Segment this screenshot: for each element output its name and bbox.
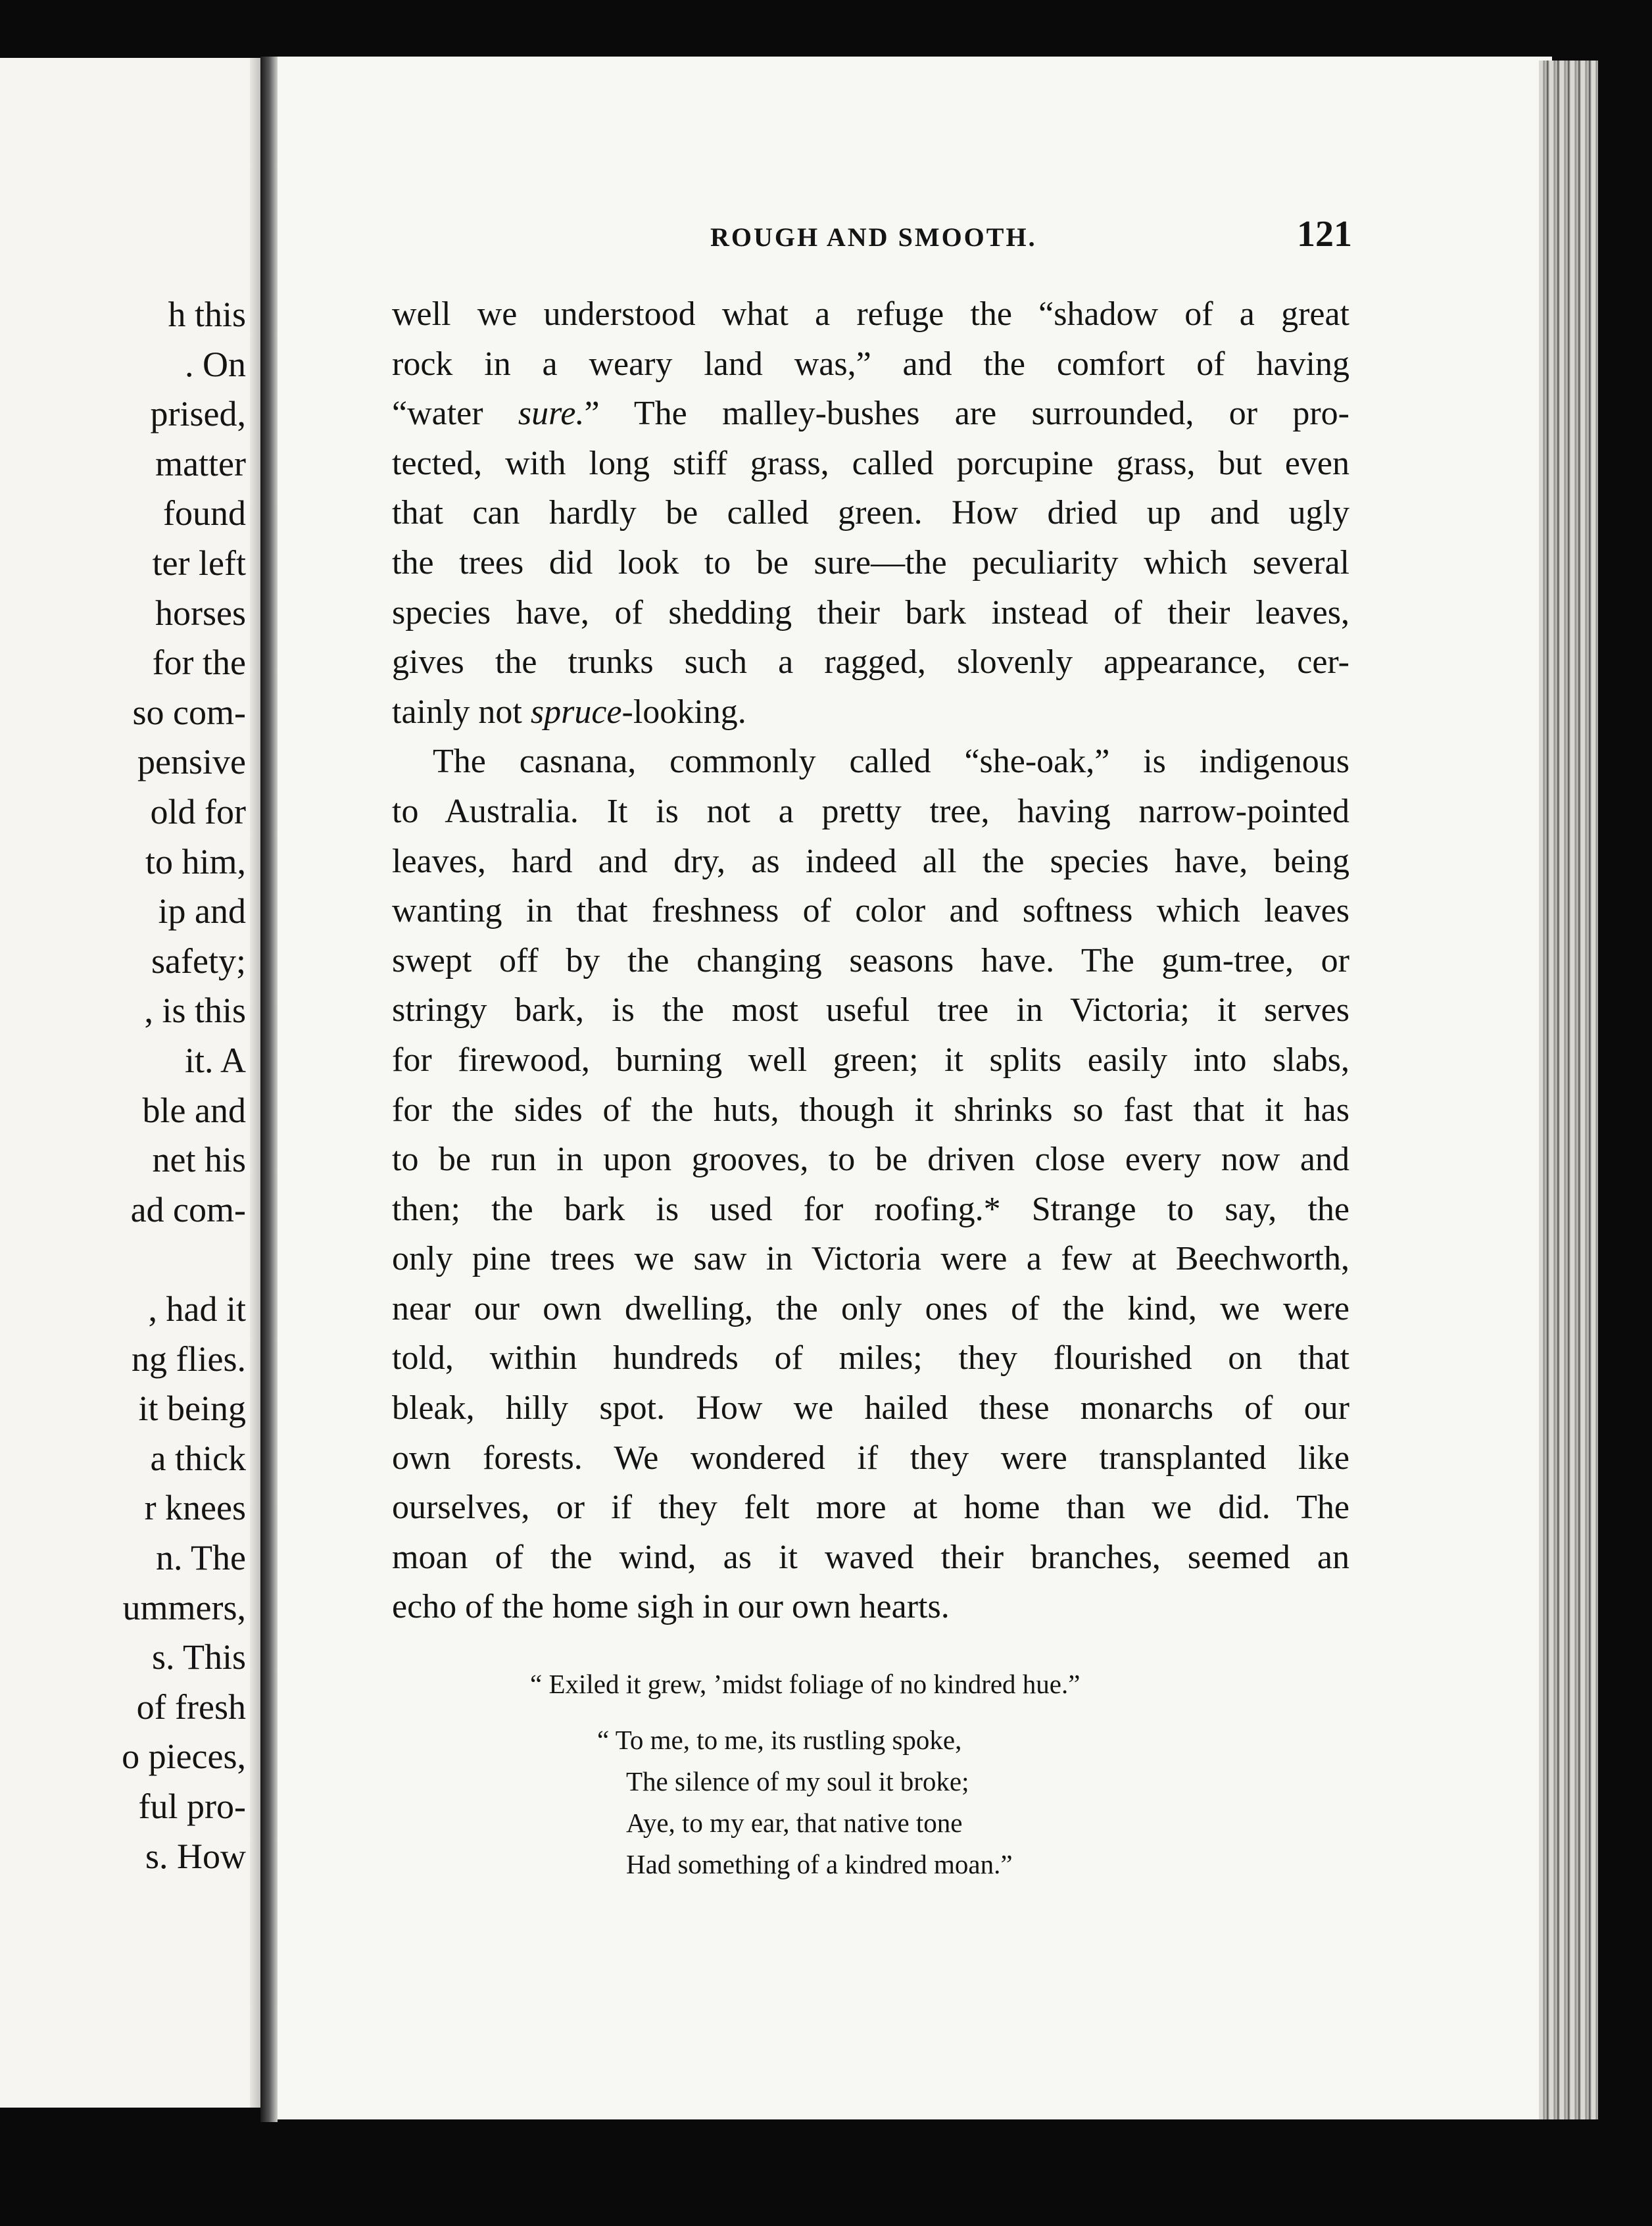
running-head: ROUGH AND SMOOTH. xyxy=(710,222,1037,252)
text-fragment: “water xyxy=(392,395,518,433)
text-line: moan of the wind, as it waved their branches, seemed an xyxy=(392,1538,1349,1576)
text-line: stringy bark, is the most useful tree in Victoria; it serves xyxy=(392,991,1349,1029)
text-line: wanting in that freshness of color and softness which leaves xyxy=(392,892,1349,930)
previous-page-line: pensive xyxy=(137,742,246,782)
text-line: swept off by the changing seasons have. The gum-tree, or xyxy=(392,941,1349,979)
previous-page-line: so com- xyxy=(132,692,246,732)
text-line: tected, with long stiff grass, called porcupine grass, but even xyxy=(392,444,1349,482)
text-line: for firewood, burning well green; it splits easily into slabs, xyxy=(392,1041,1349,1079)
italic-word: sure. xyxy=(518,395,585,433)
text-line: echo of the home sigh in our own hearts. xyxy=(392,1588,950,1626)
previous-page-fragment xyxy=(0,58,276,2108)
previous-page-line: of fresh xyxy=(136,1687,246,1727)
text-line: to Australia. It is not a pretty tree, having narrow-pointed xyxy=(392,792,1349,830)
body-text xyxy=(392,289,1349,1632)
verse-stanza xyxy=(597,1719,1013,1885)
text-line: to be run in upon grooves, to be driven close every now and xyxy=(392,1141,1349,1179)
text-line: gives the trunks such a ragged, slovenly appearance, cer- xyxy=(392,643,1349,681)
verse-line: Had something of a kindred moan.” xyxy=(626,1849,1013,1879)
previous-page-line: old for xyxy=(150,792,246,831)
text-line: near our own dwelling, the only ones of the kind, we were xyxy=(392,1289,1349,1327)
previous-page-line: h this xyxy=(168,295,246,334)
previous-page-line: s. How xyxy=(145,1836,246,1876)
previous-page-line: ad com- xyxy=(130,1189,246,1229)
text-line: only pine trees we saw in Victoria were a few at Beechworth, xyxy=(392,1240,1349,1278)
previous-page-line: s. This xyxy=(151,1637,246,1677)
text-line: bleak, hilly spot. How we hailed these monarchs of our xyxy=(392,1389,1349,1427)
book-binding-edge xyxy=(260,57,278,2122)
previous-page-line: matter xyxy=(155,443,246,483)
verse-epigraph: “ Exiled it grew, ’midst foliage of no kindred hue.” xyxy=(530,1669,1081,1699)
previous-page-line: , is this xyxy=(144,991,246,1031)
previous-page-line: to him, xyxy=(145,841,246,881)
previous-page-line: . On xyxy=(185,344,246,384)
text-line: told, within hundreds of miles; they flourished on that xyxy=(392,1339,1349,1377)
previous-page-line: ip and xyxy=(158,891,246,931)
previous-page-line: , had it xyxy=(148,1289,246,1329)
text-line: own forests. We wondered if they were transplanted like xyxy=(392,1439,1349,1477)
text-line: that can hardly be called green. How dried up and ugly xyxy=(392,494,1349,532)
text-line: then; the bark is used for roofing.* Strange to say, the xyxy=(392,1190,1349,1228)
previous-page-line: prised, xyxy=(150,394,246,434)
verse-line: Aye, to my ear, that native tone xyxy=(626,1808,963,1838)
text-line: the trees did look to be sure—the peculiarity which several xyxy=(392,543,1349,581)
text-line: species have, of shedding their bark instead of their leaves, xyxy=(392,593,1349,631)
previous-page-line: o pieces, xyxy=(122,1737,246,1777)
text-line: for the sides of the huts, though it shrinks so fast that it has xyxy=(392,1091,1349,1129)
previous-page-line: ummers, xyxy=(122,1587,246,1627)
previous-page-line: net his xyxy=(152,1140,246,1180)
previous-page-line: it being xyxy=(138,1389,246,1429)
verse-line: “ To me, to me, its rustling spoke, xyxy=(597,1725,962,1755)
previous-page-line: horses xyxy=(155,593,246,633)
text-line xyxy=(392,389,1349,439)
text-fragment: -looking. xyxy=(621,693,746,731)
previous-page-line: found xyxy=(163,493,246,533)
previous-page-line: a thick xyxy=(150,1438,246,1478)
text-line: leaves, hard and dry, as indeed all the species have, being xyxy=(392,842,1349,880)
previous-page-line: it. A xyxy=(184,1041,246,1080)
text-fragment: tainly not xyxy=(392,693,531,731)
previous-page-line: ble and xyxy=(142,1090,246,1130)
text-line: well we understood what a refuge the “shadow of a great xyxy=(392,295,1349,333)
page-stack-edge xyxy=(1539,61,1598,2119)
text-line: rock in a weary land was,” and the comfort of having xyxy=(392,345,1349,383)
text-fragment: ” The malley-bushes are surrounded, or pro- xyxy=(584,395,1349,433)
previous-page-line: r knees xyxy=(144,1488,246,1528)
previous-page-line: ful pro- xyxy=(138,1787,246,1826)
italic-word: spruce xyxy=(530,693,622,731)
text-line xyxy=(392,687,1349,737)
text-line: The casnana, commonly called “she-oak,” is indigenous xyxy=(433,743,1349,781)
previous-page-line: ng flies. xyxy=(132,1339,246,1379)
previous-page-line: safety; xyxy=(151,941,246,981)
previous-page-line: for the xyxy=(152,643,246,683)
previous-page-line: ter left xyxy=(152,543,246,583)
verse-line: The silence of my soul it broke; xyxy=(626,1766,969,1796)
previous-page-line: n. The xyxy=(156,1538,246,1577)
text-line: ourselves, or if they felt more at home than we did. The xyxy=(392,1489,1349,1527)
page-number: 121 xyxy=(1297,214,1352,255)
